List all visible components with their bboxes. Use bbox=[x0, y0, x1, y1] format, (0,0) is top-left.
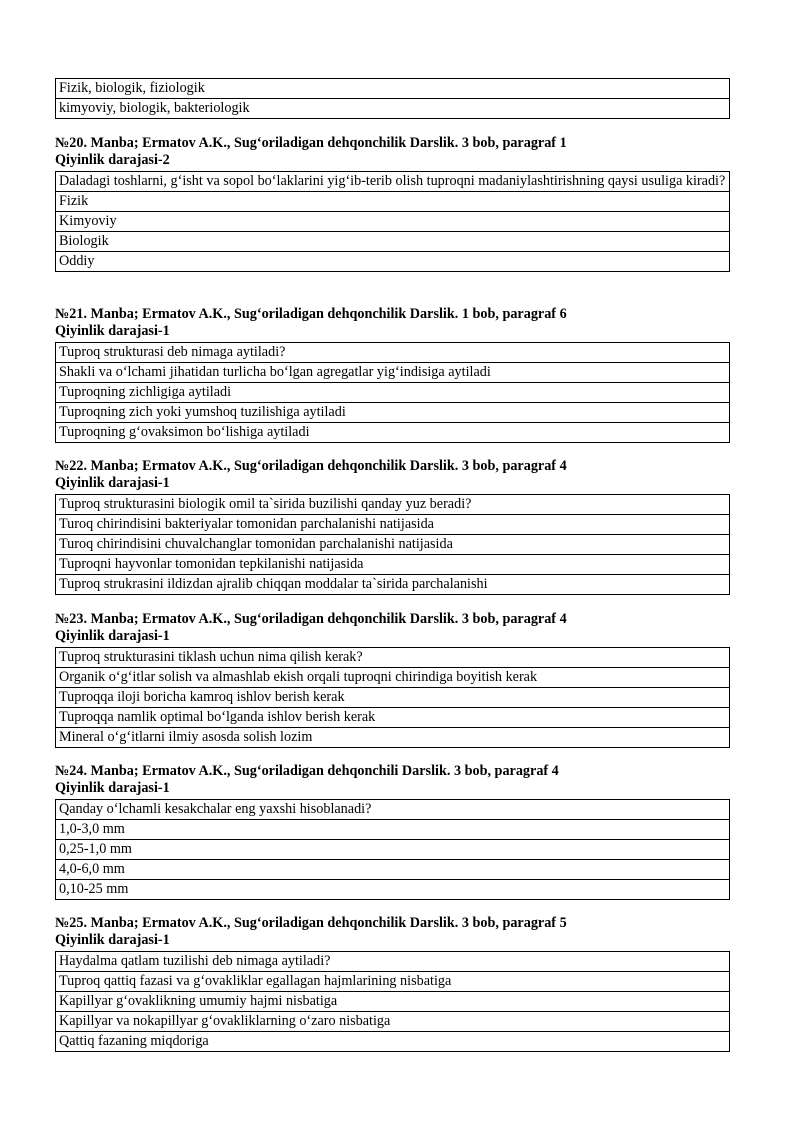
question-header-25 bbox=[55, 915, 755, 949]
option-row: Fizik bbox=[56, 191, 729, 211]
question-title: №25. Manba; Ermatov A.K., Sug‘oriladigan dehqonchilik Darslik. 3 bob, paragraf 5 bbox=[55, 915, 567, 931]
option-row: Oddiy bbox=[56, 251, 729, 271]
option-row: Tuproq strukrasini ildizdan ajralib chiqqan moddalar ta`sirida parchalanishi bbox=[56, 574, 729, 594]
question-text: Haydalma qatlam tuzilishi deb nimaga aytiladi? bbox=[59, 953, 331, 969]
question-table-22 bbox=[55, 494, 730, 595]
question-text: Tuproq strukturasini tiklash uchun nima qilish kerak? bbox=[59, 649, 363, 665]
option-row: Kapillyar va nokapillyar g‘ovakliklarning o‘zaro nisbatiga bbox=[56, 1011, 729, 1031]
option-row: Mineral o‘g‘itlarni ilmiy asosda solish lozim bbox=[56, 727, 729, 747]
question-text: Daladagi toshlarni, g‘isht va sopol bo‘laklarini yig‘ib-terib olish tuproqni madaniylashtirishning qaysi usuliga kiradi? bbox=[59, 173, 726, 189]
option-row: 0,10-25 mm bbox=[56, 879, 729, 899]
question-text: Tuproq strukturasi deb nimaga aytiladi? bbox=[59, 344, 286, 360]
option-row: Tuproqqa iloji boricha kamroq ishlov berish kerak bbox=[56, 687, 729, 707]
question-header-24 bbox=[55, 763, 755, 797]
option-row: Turoq chirindisini bakteriyalar tomonidan parchalanishi natijasida bbox=[56, 514, 729, 534]
difficulty-level: Qiyinlik darajasi-2 bbox=[55, 152, 170, 168]
question-title: №20. Manba; Ermatov A.K., Sug‘oriladigan dehqonchilik Darslik. 3 bob, paragraf 1 bbox=[55, 135, 567, 151]
option-row: Tuproqning zich yoki yumshoq tuzilishiga aytiladi bbox=[56, 402, 729, 422]
option-row: 0,25-1,0 mm bbox=[56, 839, 729, 859]
difficulty-level: Qiyinlik darajasi-1 bbox=[55, 628, 170, 644]
option-row: Kimyoviy bbox=[56, 211, 729, 231]
option-row: kimyoviy, biologik, bakteriologik bbox=[56, 98, 729, 118]
question-table-24 bbox=[55, 799, 730, 900]
question-table-23 bbox=[55, 647, 730, 748]
question-header-23 bbox=[55, 611, 755, 645]
option-row: Biologik bbox=[56, 231, 729, 251]
difficulty-level: Qiyinlik darajasi-1 bbox=[55, 475, 170, 491]
option-row: 1,0-3,0 mm bbox=[56, 819, 729, 839]
option-row: 4,0-6,0 mm bbox=[56, 859, 729, 879]
question-header-21 bbox=[55, 306, 755, 340]
question-header-20 bbox=[55, 135, 755, 169]
difficulty-level: Qiyinlik darajasi-1 bbox=[55, 932, 170, 948]
question-title: №23. Manba; Ermatov A.K., Sug‘oriladigan dehqonchilik Darslik. 3 bob, paragraf 4 bbox=[55, 611, 567, 627]
option-row: Tuproqning zichligiga aytiladi bbox=[56, 382, 729, 402]
question-text: Tuproq strukturasini biologik omil ta`sirida buzilishi qanday yuz beradi? bbox=[59, 496, 472, 512]
option-row: Qattiq fazaning miqdoriga bbox=[56, 1031, 729, 1051]
question-header-22 bbox=[55, 458, 755, 492]
option-row: Kapillyar g‘ovaklikning umumiy hajmi nisbatiga bbox=[56, 991, 729, 1011]
option-row: Shakli va o‘lchami jihatidan turlicha bo‘lgan agregatlar yig‘indisiga aytiladi bbox=[56, 362, 729, 382]
option-row: Tuproqni hayvonlar tomonidan tepkilanishi natijasida bbox=[56, 554, 729, 574]
option-row: Turoq chirindisini chuvalchanglar tomonidan parchalanishi natijasida bbox=[56, 534, 729, 554]
option-row: Tuproqning g‘ovaksimon bo‘lishiga aytiladi bbox=[56, 422, 729, 442]
question-title: №22. Manba; Ermatov A.K., Sug‘oriladigan dehqonchilik Darslik. 3 bob, paragraf 4 bbox=[55, 458, 567, 474]
question-table-21 bbox=[55, 342, 730, 443]
question-title: №24. Manba; Ermatov A.K., Sug‘oriladigan dehqonchili Darslik. 3 bob, paragraf 4 bbox=[55, 763, 559, 779]
difficulty-level: Qiyinlik darajasi-1 bbox=[55, 323, 170, 339]
question-text: Qanday o‘lchamli kesakchalar eng yaxshi hisoblanadi? bbox=[59, 801, 372, 817]
prev-options-table bbox=[55, 78, 730, 119]
option-row: Tuproqqa namlik optimal bo‘lganda ishlov berish kerak bbox=[56, 707, 729, 727]
question-table-20 bbox=[55, 171, 730, 272]
question-title: №21. Manba; Ermatov A.K., Sug‘oriladigan dehqonchilik Darslik. 1 bob, paragraf 6 bbox=[55, 306, 567, 322]
question-table-25 bbox=[55, 951, 730, 1052]
option-row: Tuproq qattiq fazasi va g‘ovakliklar egallagan hajmlarining nisbatiga bbox=[56, 971, 729, 991]
difficulty-level: Qiyinlik darajasi-1 bbox=[55, 780, 170, 796]
option-row: Fizik, biologik, fiziologik bbox=[59, 80, 205, 96]
option-row: Organik o‘g‘itlar solish va almashlab ekish orqali tuproqni chirindiga boyitish kerak bbox=[56, 667, 729, 687]
